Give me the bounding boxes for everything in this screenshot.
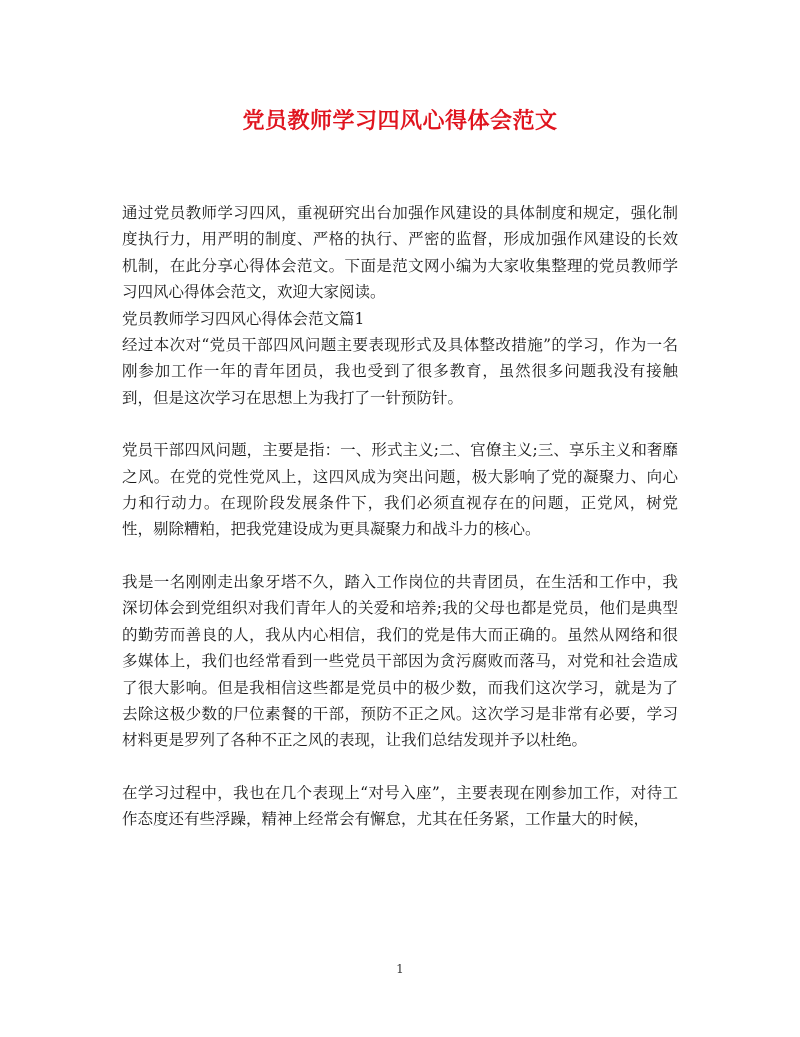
page-number: 1: [396, 962, 404, 976]
paragraph-spacer: [122, 543, 678, 569]
body-paragraph: 经过本次对“党员干部四风问题主要表现形式及具体整改措施”的学习，作为一名刚参加工作一年的青年团员，我也受到了很多教育，虽然很多问题我没有接触到，但是这次学习在思想上为我打了一针预防针。: [122, 336, 678, 407]
document-title: 党员教师学习四风心得体会范文: [242, 108, 558, 134]
paragraph-spacer: [122, 754, 678, 780]
document-body: [122, 200, 678, 833]
paragraph-spacer: [122, 411, 678, 437]
intro-paragraph: 通过党员教师学习四风，重视研究出台加强作风建设的具体制度和规定，强化制度执行力，用严明的制度、严格的执行、严密的监督，形成加强作风建设的长效机制，在此分享心得体会范文。下面是范文网小编为大家收集整理的党员教师学习四风心得体会范文，欢迎大家阅读。: [122, 204, 678, 302]
body-paragraph: 党员干部四风问题，主要是指：一、形式主义;二、官僚主义;三、享乐主义和奢靡之风。在党的党性党风上，这四风成为突出问题，极大影响了党的凝聚力、向心力和行动力。在现阶段发展条件下，我们必须直视存在的问题，正党风，树党性，剔除糟粕，把我党建设成为更具凝聚力和战斗力的核心。: [122, 441, 678, 539]
section-heading: 党员教师学习四风心得体会范文篇1: [122, 309, 365, 328]
body-paragraph: 我是一名刚刚走出象牙塔不久，踏入工作岗位的共青团员，在生活和工作中，我深切体会到党组织对我们青年人的关爱和培养;我的父母也都是党员，他们是典型的勤劳而善良的人，我从内心相信，我们的党是伟大而正确的。虽然从网络和很多媒体上，我们也经常看到一些党员干部因为贪污腐败而落马，对党和社会造成了很大影响。但是我相信这些都是党员中的极少数，而我们这次学习，就是为了去除这极少数的尸位素餐的干部，预防不正之风。这次学习是非常有必要，学习材料更是罗列了各种不正之风的表现，让我们总结发现并予以杜绝。: [122, 572, 678, 750]
body-paragraph: 在学习过程中，我也在几个表现上“对号入座”，主要表现在刚参加工作，对待工作态度还有些浮躁，精神上经常会有懈怠，尤其在任务紧，工作量大的时候，: [122, 783, 678, 829]
